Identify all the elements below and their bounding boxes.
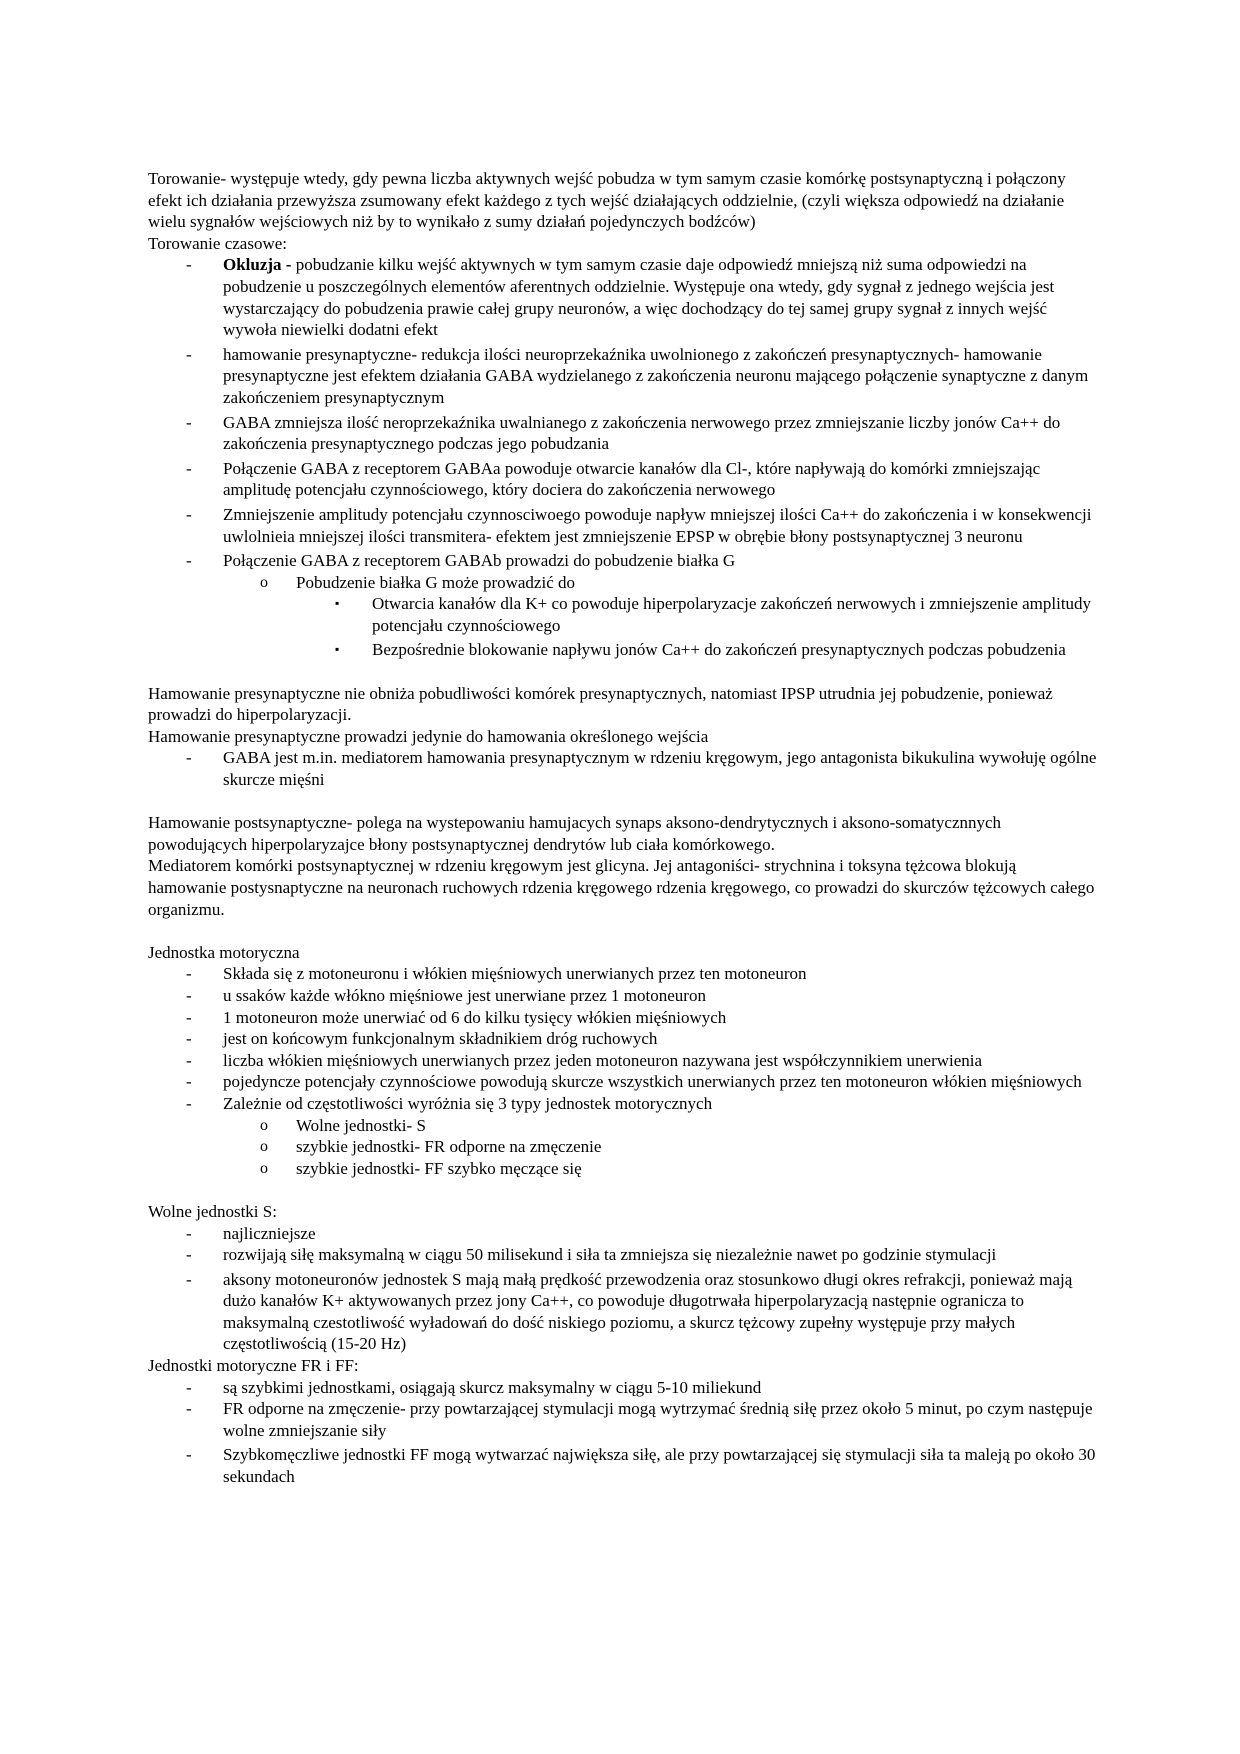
list-item-text: GABA jest m.in. mediatorem hamowania presynaptycznym w rdzeniu kręgowym, jego antagonista bikukulina wywołuję ogólne skurcze mięśni (223, 748, 1097, 790)
list-item-text: Połączenie GABA z receptorem GABAa powoduje otwarcie kanałów dla Cl-, które napływają do komórki zmniejszając amplitudę potencjału czynnościowego, który dociera do zakończenia nerwowego (223, 458, 1041, 500)
dash-bullet: - (186, 1093, 192, 1113)
dash-bullet: - (186, 1007, 192, 1027)
list-item (148, 550, 1098, 572)
motor-unit-list (148, 963, 1098, 1179)
list-item (148, 412, 1098, 455)
list-item-text: szybkie jednostki- FR odporne na zmęczenie (296, 1137, 602, 1157)
fast-units-list (148, 1377, 1098, 1488)
circle-bullet: o (260, 1116, 268, 1134)
sub-list-item (148, 572, 1098, 594)
list-item-text: 1 motoneuron może unerwiać od 6 do kilku tysięcy włókien mięśniowych (223, 1007, 727, 1027)
list-item-text: pojedyncze potencjały czynnościowe powodują skurcze wszystkich unerwianych przez ten motoneuron włókien mięśniowych (223, 1072, 1082, 1092)
list-item-text: hamowanie presynaptyczne- redukcja ilości neuroprzekaźnika uwolnionego z zakończeń presynaptycznych- hamowanie presynaptyczne jest efektem działania GABA wydzielanego z zakończenia neuronu mającego połączenie synaptyczne z danym zakończeniem presynaptycznym (223, 344, 1089, 407)
list-item (148, 1007, 1098, 1029)
postsynaptic-paragraph-1: Hamowanie postsynaptyczne- polega na wystepowaniu hamujacych synaps aksono-dendrytycznych i aksono-somatycznnych powodujących hiperpolaryzajce błony postsynaptycznej dendrytów lub ciała komórkowego. (148, 813, 1002, 854)
presynaptic-list (148, 747, 1098, 790)
list-item (148, 963, 1098, 985)
sub-list-item (148, 1115, 1098, 1137)
list-item (148, 1444, 1098, 1487)
list-item (148, 1071, 1098, 1093)
dash-bullet: - (186, 1072, 192, 1092)
list-item (148, 344, 1098, 409)
square-bullet: ▪ (335, 596, 340, 611)
okluzja-definition: pobudzanie kilku wejść aktywnych w tym samym czasie daje odpowiedź mniejszą niż suma odpowiedzi na pobudzenie u poszczególnych elementów aferentnych oddzielnie. Występuje ona wtedy, gdy sygnał z jednego wejścia jest wystarczający do pobudzenia prawie całej grupy neuronów, a więc dochodzący do tej samej grupy sygnał z innych wejść wywoła niewielki dodatni efekt (223, 255, 1055, 340)
dash-bullet: - (186, 551, 192, 571)
list-item (148, 504, 1098, 547)
list-item-text: Bezpośrednie blokowanie napływu jonów Ca++ do zakończeń presynaptycznych podczas pobudzenia (372, 640, 1066, 660)
motor-unit-heading: Jednostka motoryczna (148, 942, 300, 962)
list-item (148, 1028, 1098, 1050)
list-item-text: Szybkomęczliwe jednostki FF mogą wytwarzać największa siłę, ale przy powtarzającej się stymulacji siła ta maleją po około 30 sekundach (223, 1445, 1096, 1487)
subsub-list-item (148, 593, 1098, 636)
list-item-text: FR odporne na zmęczenie- przy powtarzającej stymulacji mogą wytrzymać średnią siłę przez około 5 minut, po czym następuje wolne zmniejszanie siły (223, 1399, 1093, 1440)
dash-bullet: - (186, 1050, 192, 1070)
list-item (148, 1223, 1098, 1245)
list-item (148, 1244, 1098, 1266)
list-item-text: GABA zmniejsza ilość neroprzekaźnika uwalnianego z zakończenia nerwowego przez zmniejszanie liczby jonów Ca++ do zakończenia presynaptycznego podczas jego pobudzania (223, 412, 1061, 454)
dash-bullet: - (186, 1269, 192, 1289)
dash-bullet: - (186, 964, 192, 984)
dash-bullet: - (186, 255, 192, 275)
list-item-text: Pobudzenie białka G może prowadzić do (296, 572, 575, 592)
list-item (148, 1093, 1098, 1115)
dash-bullet: - (186, 504, 192, 524)
dash-bullet: - (186, 985, 192, 1005)
slow-units-list (148, 1223, 1098, 1356)
dash-bullet: - (186, 458, 192, 478)
list-item-text: Wolne jednostki- S (296, 1115, 426, 1135)
okluzja-term: Okluzja - (223, 255, 292, 275)
list-item (148, 458, 1098, 501)
dash-bullet: - (186, 1445, 192, 1465)
list-item-text: jest on końcowym funkcjonalnym składnikiem dróg ruchowych (223, 1029, 658, 1049)
list-item (148, 747, 1098, 790)
fast-units-heading: Jednostki motoryczne FR i FF: (148, 1356, 359, 1376)
presynaptic-paragraph-1: Hamowanie presynaptyczne nie obniża pobudliwości komórek presynaptycznych, natomiast IPSP utrudnia jej pobudzenie, ponieważ prowadzi do hiperpolaryzacji. (148, 683, 1053, 725)
list-item (148, 1377, 1098, 1399)
postsynaptic-paragraph-2: Mediatorem komórki postsynaptycznej w rdzeniu kręgowym jest glicyna. Jej antagoniści- strychnina i toksyna tężcowa blokują hamowanie postysnaptyczne na neuronach ruchowych rdzenia kręgowego rdzenia kręgowego, co prowadzi do skurczów tężcowych całego organizmu. (148, 856, 1095, 919)
slow-units-heading: Wolne jednostki S: (148, 1201, 277, 1221)
sub-list-item (148, 1158, 1098, 1180)
torowanie-czasowe-heading: Torowanie czasowe: (148, 233, 287, 253)
list-item-text: najliczniejsze (223, 1223, 316, 1243)
dash-bullet: - (186, 1377, 192, 1397)
dash-bullet: - (186, 1223, 192, 1243)
dash-bullet: - (186, 1029, 192, 1049)
list-item-text: aksony motoneuronów jednostek S mają małą prędkość przewodzenia oraz stosunkowo długi okres refrakcji, ponieważ mają dużo kanałów K+ aktywowanych przez jony Ca++, co powoduje długotrwała hiperpolaryzacją następnie ogranicza to maksymalną czestotliwość wyładowań do dość niskiego poziomu, a skurcz tężcowy zupełny występuje przy małych częstotliwością (15-20 Hz) (223, 1269, 1073, 1354)
dash-bullet: - (186, 412, 192, 432)
circle-bullet: o (260, 573, 268, 591)
list-item (148, 254, 1098, 340)
list-item (148, 1398, 1098, 1441)
list-item (148, 1050, 1098, 1072)
dash-bullet: - (186, 1245, 192, 1265)
list-item-text: Składa się z motoneuronu i włókien mięśniowych unerwianych przez ten motoneuron (223, 964, 807, 984)
sub-list-item (148, 1136, 1098, 1158)
square-bullet: ▪ (335, 642, 340, 657)
list-item-text: Zmniejszenie amplitudy potencjału czynnosciwoego powoduje napływ mniejszej ilości Ca++ do zakończenia i w konsekwencji uwlolnieia mniejszej ilości transmitera- efektem jest zmniejszenie EPSP w obrębie błony postsynaptycznej 3 neuronu (223, 504, 1092, 546)
presynaptic-paragraph-2: Hamowanie presynaptyczne prowadzi jedynie do hamowania określonego wejścia (148, 726, 709, 746)
circle-bullet: o (260, 1159, 268, 1177)
list-item-text: rozwijają siłę maksymalną w ciągu 50 milisekund i siła ta zmniejsza się niezależnie nawet po godzinie stymulacji (223, 1245, 997, 1265)
list-item-text: Otwarcia kanałów dla K+ co powoduje hiperpolaryzacje zakończeń nerwowych i zmniejszenie amplitudy potencjału czynnościowego (372, 594, 1092, 635)
list-item-text: Połączenie GABA z receptorem GABAb prowadzi do pobudzenie białka G (223, 551, 736, 571)
list-item (148, 985, 1098, 1007)
torowanie-intro: Torowanie- występuje wtedy, gdy pewna liczba aktywnych wejść pobudza w tym samym czasie komórkę postsynaptyczną i połączony efekt ich działania przewyższa zsumowany efekt każdego z tych wejść działających oddzielnie, (czyli większa odpowiedź na działanie wielu sygnałów wejściowych niż by to wynikało z sumy działań pojedynczych bodźców) (148, 169, 1066, 232)
list-item (148, 1269, 1098, 1355)
list-item-text: są szybkimi jednostkami, osiągają skurcz maksymalny w ciągu 5-10 miliekund (223, 1377, 762, 1397)
list-item-text: szybkie jednostki- FF szybko męczące się (296, 1158, 582, 1178)
dash-bullet: - (186, 1399, 192, 1419)
subsub-list-item (148, 639, 1098, 661)
circle-bullet: o (260, 1138, 268, 1156)
list-item-text: u ssaków każde włókno mięśniowe jest unerwiane przez 1 motoneuron (223, 985, 706, 1005)
torowanie-list (148, 254, 1098, 661)
list-item-text: liczba włókien mięśniowych unerwianych przez jeden motoneuron nazywana jest współczynnikiem unerwienia (223, 1050, 983, 1070)
list-item-text: Zależnie od częstotliwości wyróżnia się 3 typy jednostek motorycznych (223, 1093, 713, 1113)
document-page (148, 168, 1098, 1488)
dash-bullet: - (186, 344, 192, 364)
dash-bullet: - (186, 748, 192, 768)
